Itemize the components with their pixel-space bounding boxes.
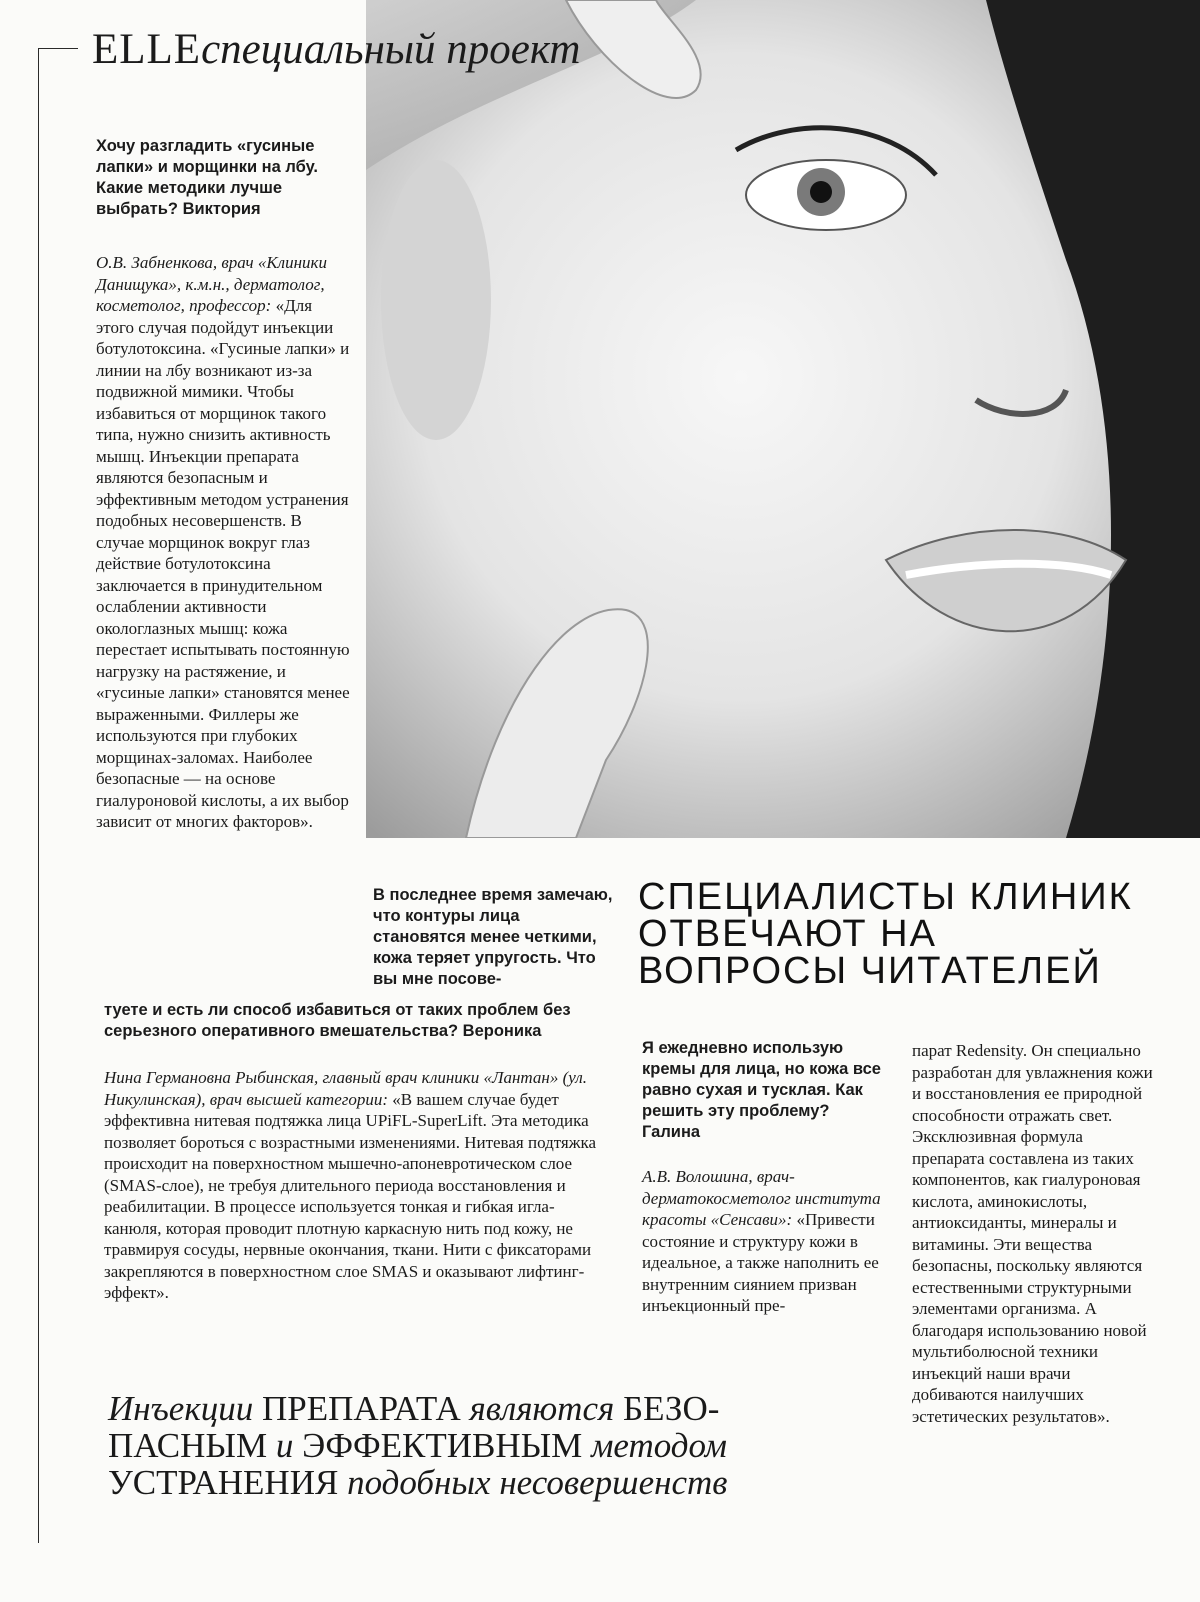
answer-2 xyxy=(104,1067,604,1304)
pull-quote-word: БЕЗО- xyxy=(623,1389,720,1428)
pull-quote-word: ПРЕПАРАТА xyxy=(261,1389,461,1428)
answer-3-author: А.В. Волошина, врач-дерматокосметолог института красоты «Сенсави»: xyxy=(642,1167,881,1229)
pull-quote-word: и xyxy=(275,1426,294,1465)
section-title: специальный проект xyxy=(201,26,581,73)
answer-3-continued: парат Redensity. Он специально разработан для увлажнения кожи и восстановления ее природной способности отражать свет. Эксклюзивная формула препарата составлена из таких компонентов, как гиалуроновая кислота, аминокислоты, антиоксиданты, минералы и витамины. Эти вещества безопасны, поскольку являются естественными структурными элементами организма. А благодаря использованию новой мультиболюсной техники инъекций наши врачи добиваются наилучших эстетических результатов». xyxy=(912,1041,1153,1426)
question-2-part-2: туете и есть ли способ избавиться от таких проблем без серьезного оперативного вмешательства? Вероника xyxy=(104,1001,571,1040)
page-header xyxy=(92,20,580,80)
brand-logo: ELLE xyxy=(92,26,202,73)
portrait-photo xyxy=(366,0,1200,838)
pull-quote-word: ПАСНЫМ xyxy=(108,1426,268,1465)
answer-3-text: «Привести состояние и структуру кожи в идеальное, а также наполнить ее внутренним сиянием призван инъекционный пре- xyxy=(642,1210,879,1315)
pull-quote-word: ЭФФЕКТИВНЫМ xyxy=(302,1426,583,1465)
answer-1 xyxy=(96,252,354,833)
pull-quote-word: подобных несовершенств xyxy=(347,1463,728,1502)
answer-2-text: «В вашем случае будет эффективна нитевая подтяжка лица UPiFL-SuperLift. Эта методика позволяет бороться с возрастными изменениями. Нитевая подтяжка происходит на поверхностном мышечно-апоневротическом слое (SMAS-слое), не требуя длительного периода восстановления и реабилитации. В процессе используется тонкая и гибкая игла-канюля, которая проводит плотную каркасную нить под кожу, не травмируя сосуды, нервные окончания, ткани. Нити с фиксаторами закрепляются в поверхностном слое SMAS и оказывают лифтинг-эффект». xyxy=(104,1089,597,1302)
article-headline: СПЕЦИАЛИСТЫ КЛИНИК ОТВЕЧАЮТ НА ВОПРОСЫ ЧИТАТЕЛЕЙ xyxy=(638,876,1133,992)
question-2-part-1: В последнее время замечаю, что контуры лица становятся менее четкими, кожа теряет упругость. Что вы мне посове- xyxy=(373,886,613,988)
pull-quote-word: являются xyxy=(469,1389,615,1428)
pull-quote-word: методом xyxy=(591,1426,727,1465)
question-1: Хочу разгладить «гусиные лапки» и морщинки на лбу. Какие методики лучше выбрать? Виктория xyxy=(96,137,318,218)
pull-quote-word: Инъекции xyxy=(108,1389,254,1428)
frame-top-rule xyxy=(38,48,78,49)
question-3: Я ежедневно использую кремы для лица, но кожа все равно сухая и тусклая. Как решить эту проблему? Галина xyxy=(642,1039,881,1141)
answer-3 xyxy=(642,1166,887,1317)
answer-1-author: О.В. Забненкова, врач «Клиники Данищука», к.м.н., дерматолог, косметолог, профессор: xyxy=(96,253,327,315)
pull-quote-word: УСТРАНЕНИЯ xyxy=(108,1463,339,1502)
answer-2-author: Нина Германовна Рыбинская, главный врач клиники «Лантан» (ул. Никулинская), врач высшей категории: xyxy=(104,1068,588,1109)
answer-1-text: «Для этого случая подойдут инъекции ботулотоксина. «Гусиные лапки» и линии на лбу возникают из-за подвижной мимики. Чтобы избавиться от морщинок такого типа, нужно снизить активность мышц. Инъекции препарата являются безопасным и эффективным методом устранения подобных несовершенств. В случае морщинок вокруг глаз действие ботулотоксина заключается в принудительном ослаблении активности окологлазных мышц: кожа перестает испытывать постоянную нагрузку на растяжение, и «гусиные лапки» становятся менее выраженными. Филлеры же используются при глубоких морщинах-заломах. Наиболее безопасные — на основе гиалуроновой кислоты, а их выбор зависит от многих факторов». xyxy=(96,296,350,831)
pull-quote xyxy=(108,1390,888,1501)
qa-block-1 xyxy=(96,136,354,833)
frame-left-rule xyxy=(38,48,39,1543)
portrait-illustration xyxy=(366,0,1200,838)
